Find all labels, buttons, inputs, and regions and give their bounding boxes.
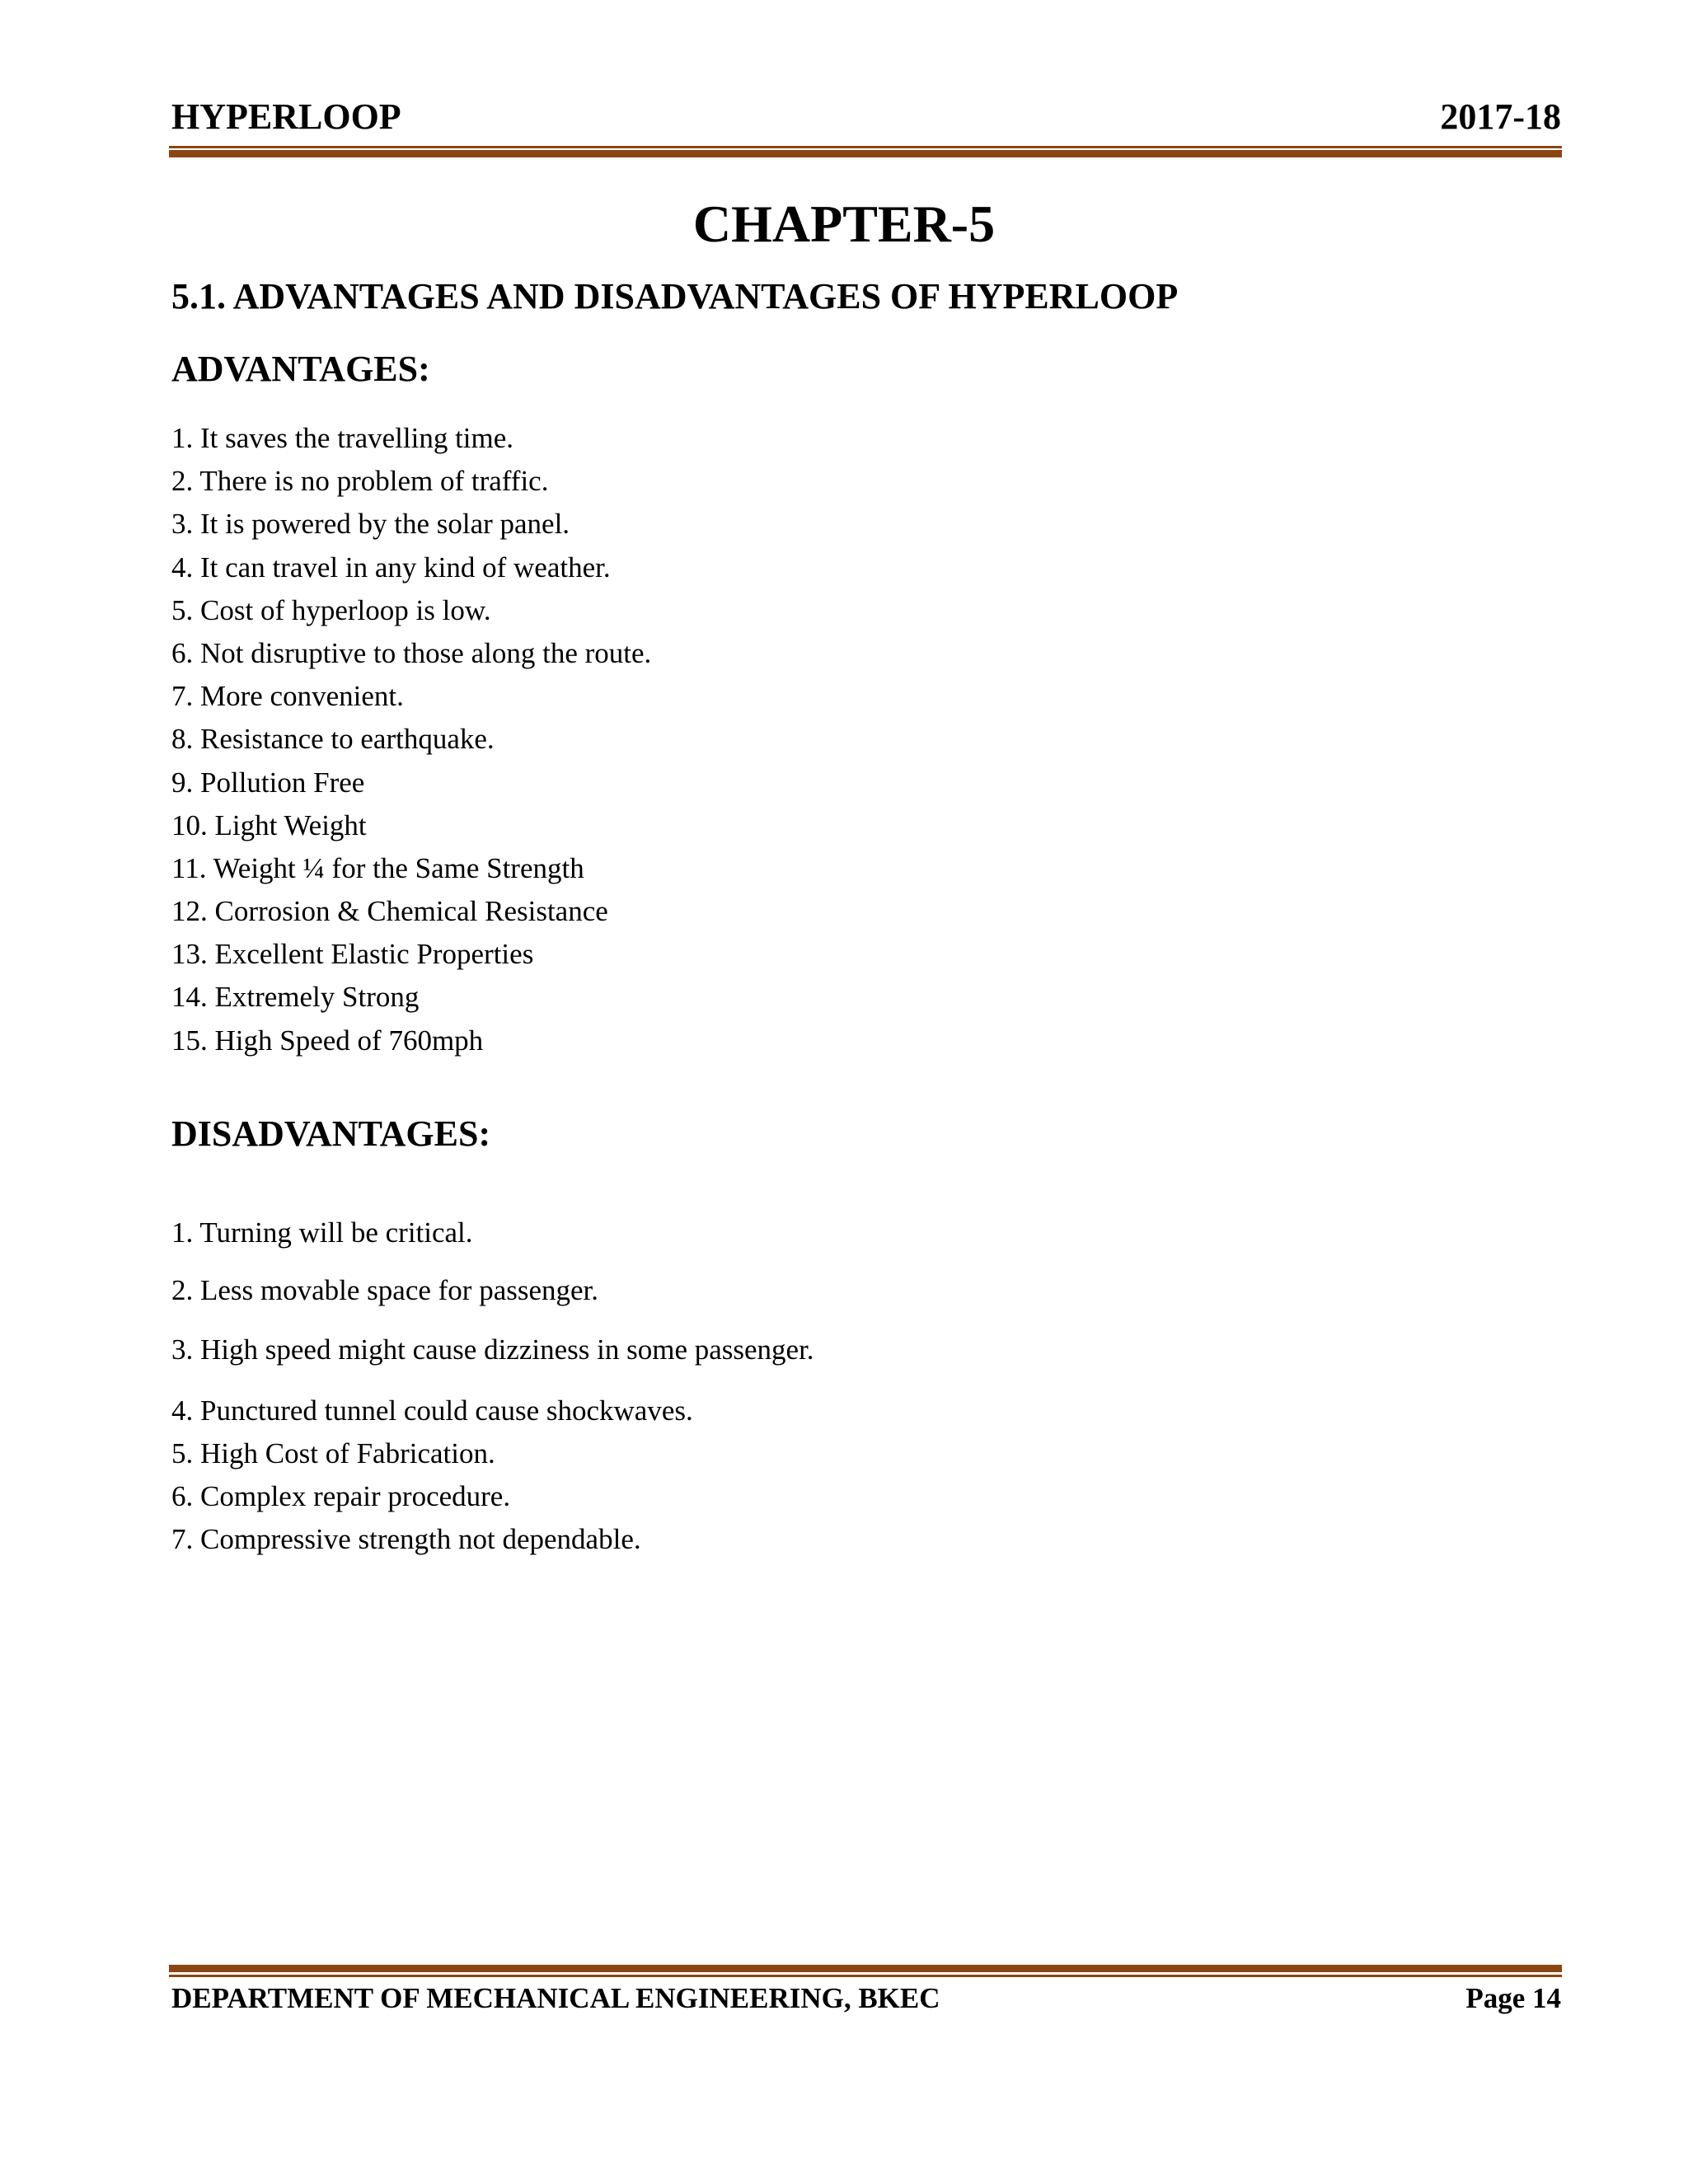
list-item: 2. There is no problem of traffic. [171,465,549,498]
footer-rule-thin [169,1975,1562,1977]
disadvantages-heading: DISADVANTAGES: [171,1113,491,1154]
header-rule-thick [169,150,1562,157]
header-rule-thin [169,146,1562,148]
page-header [171,92,1561,142]
list-item: 12. Corrosion & Chemical Resistance [171,895,608,928]
page-footer [171,1978,1561,2019]
header-title: HYPERLOOP [171,96,401,137]
list-item: 7. Compressive strength not dependable. [171,1523,641,1555]
list-item: 6. Complex repair procedure. [171,1480,511,1512]
advantages-heading: ADVANTAGES: [171,349,430,389]
list-item: 2. Less movable space for passenger. [171,1274,599,1306]
list-item: 13. Excellent Elastic Properties [171,938,534,971]
header-year: 2017-18 [1440,96,1561,137]
footer-rule-thick [169,1965,1562,1972]
chapter-title: CHAPTER-5 [692,194,996,253]
advantages-list [171,417,651,1062]
list-item: 5. High Cost of Fabrication. [171,1437,495,1469]
list-item: 4. Punctured tunnel could cause shockwaves. [171,1394,693,1427]
list-item: 6. Not disruptive to those along the route. [171,636,652,669]
list-item: 3. High speed might cause dizziness in some passenger. [171,1333,814,1366]
list-item: 14. Extremely Strong [171,981,420,1014]
page-number: Page 14 [1465,1982,1561,2014]
section-title: 5.1. ADVANTAGES AND DISADVANTAGES OF HYPERLOOP [171,276,1179,316]
list-item: 1. It saves the travelling time. [171,422,514,454]
list-item: 4. It can travel in any kind of weather. [171,551,611,583]
list-item: 8. Resistance to earthquake. [171,723,495,756]
list-item: 3. It is powered by the solar panel. [171,508,570,541]
list-item: 9. Pollution Free [171,766,365,799]
footer-department: DEPARTMENT OF MECHANICAL ENGINEERING, BKEC [171,1982,940,2014]
list-item: 1. Turning will be critical. [171,1216,473,1249]
list-item: 7. More convenient. [171,680,404,713]
list-item: 10. Light Weight [171,808,367,841]
list-item: 11. Weight ¼ for the Same Strength [171,851,584,884]
list-item: 5. Cost of hyperloop is low. [171,593,491,626]
list-item: 15. High Speed of 760mph [171,1024,484,1057]
